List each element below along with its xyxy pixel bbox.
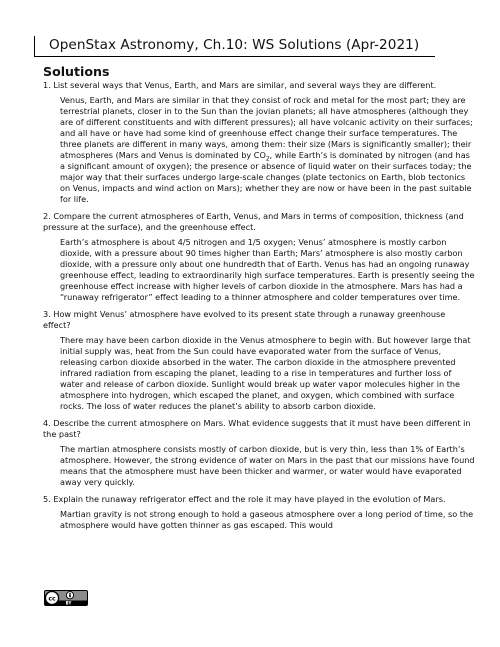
cc-by-license-icon xyxy=(44,590,88,606)
answer-1-text-b: , while Earth’s is dominated by nitrogen (and has a significant amount of oxygen); the presence or absence of liquid water on their surfaces today; the major way that their surfaces undergo large-scale changes (plate tectonics on Earth, blob tectonics on Venus, impacts and wind action on Mars); whether they are now or have been in the past suitable for life. xyxy=(60,150,472,204)
answer-4: The martian atmosphere consists mostly of carbon dioxide, but is very thin, less than 1% of Earth’s atmosphere. However, the strong evidence of water on Mars in the past that our missions have found means that the atmosphere must have been thicker and warmer, or water would have evaporated away very quickly. xyxy=(60,444,475,487)
document-title: OpenStax Astronomy, Ch.10: WS Solutions (Apr-2021) xyxy=(34,36,435,57)
answer-1 xyxy=(60,95,475,205)
svg-text:cc: cc xyxy=(48,595,56,603)
answer-5: Martian gravity is not strong enough to hold a gaseous atmosphere over a long period of time, so the atmosphere would have gotten thinner as gas escaped. This would xyxy=(60,509,474,530)
question-1: 1. List several ways that Venus, Earth, and Mars are similar, and several ways they are different. xyxy=(43,80,437,90)
question-4: 4. Describe the current atmosphere on Mars. What evidence suggests that it must have been different in the past? xyxy=(43,418,471,439)
co2-subscript: 2 xyxy=(265,155,270,163)
question-3: 3. How might Venus’ atmosphere have evolved to its present state through a runaway greenhouse effect? xyxy=(43,309,446,330)
license-footer xyxy=(44,590,88,606)
solutions-content xyxy=(43,64,475,537)
section-heading: Solutions xyxy=(43,64,110,79)
question-5: 5. Explain the runaway refrigerator effect and the role it may have played in the evolution of Mars. xyxy=(43,494,446,504)
answer-1-text-a: Venus, Earth, and Mars are similar in that they consist of rock and metal for the most part; they are terrestrial planets, closer in to the Sun than the jovian planets; all have atmospheres (although they are of different constituents and with different pressures); all have volcanic activity on their surfaces; and all have or have had some kind of greenhouse effect change their surface temperatures. The three planets are different in many ways, among them: their size (Mars is significantly smaller); their atmospheres (Mars and Venus is dominated by CO xyxy=(60,95,473,160)
question-2: 2. Compare the current atmospheres of Earth, Venus, and Mars in terms of composition, thickness (and pressure at the surface), and the greenhouse effect. xyxy=(43,211,464,232)
answer-3: There may have been carbon dioxide in the Venus atmosphere to begin with. But however large that initial supply was, heat from the Sun could have evaporated water from the surface of Venus, releasing carbon dioxide absorbed in the water. The carbon dioxide in the atmosphere prevented infrared radiation from escaping the planet, leading to a rise in temperatures and further loss of water and release of carbon dioxide. Sunlight would break up water vapor molecules higher in the atmosphere into hydrogen, which escaped the planet, and oxygen, which combined with surface rocks. The loss of water reduces the planet’s ability to absorb carbon dioxide. xyxy=(60,335,471,411)
svg-text:BY: BY xyxy=(65,600,72,606)
answer-2: Earth’s atmosphere is about 4/5 nitrogen and 1/5 oxygen; Venus’ atmosphere is mostly carbon dioxide, with a pressure about 90 times higher than Earth; Mars’ atmosphere is also mostly carbon dioxide, with a pressure only about one hundredth that of Earth. Venus has had an ongoing runaway greenhouse effect, leading to extraordinarily high surface temperatures. Earth is presently seeing the greenhouse effect increase with higher levels of carbon dioxide in the atmosphere. Mars has had a “runaway refrigerator” effect leading to a thinner atmosphere and colder temperatures over time. xyxy=(60,237,475,302)
